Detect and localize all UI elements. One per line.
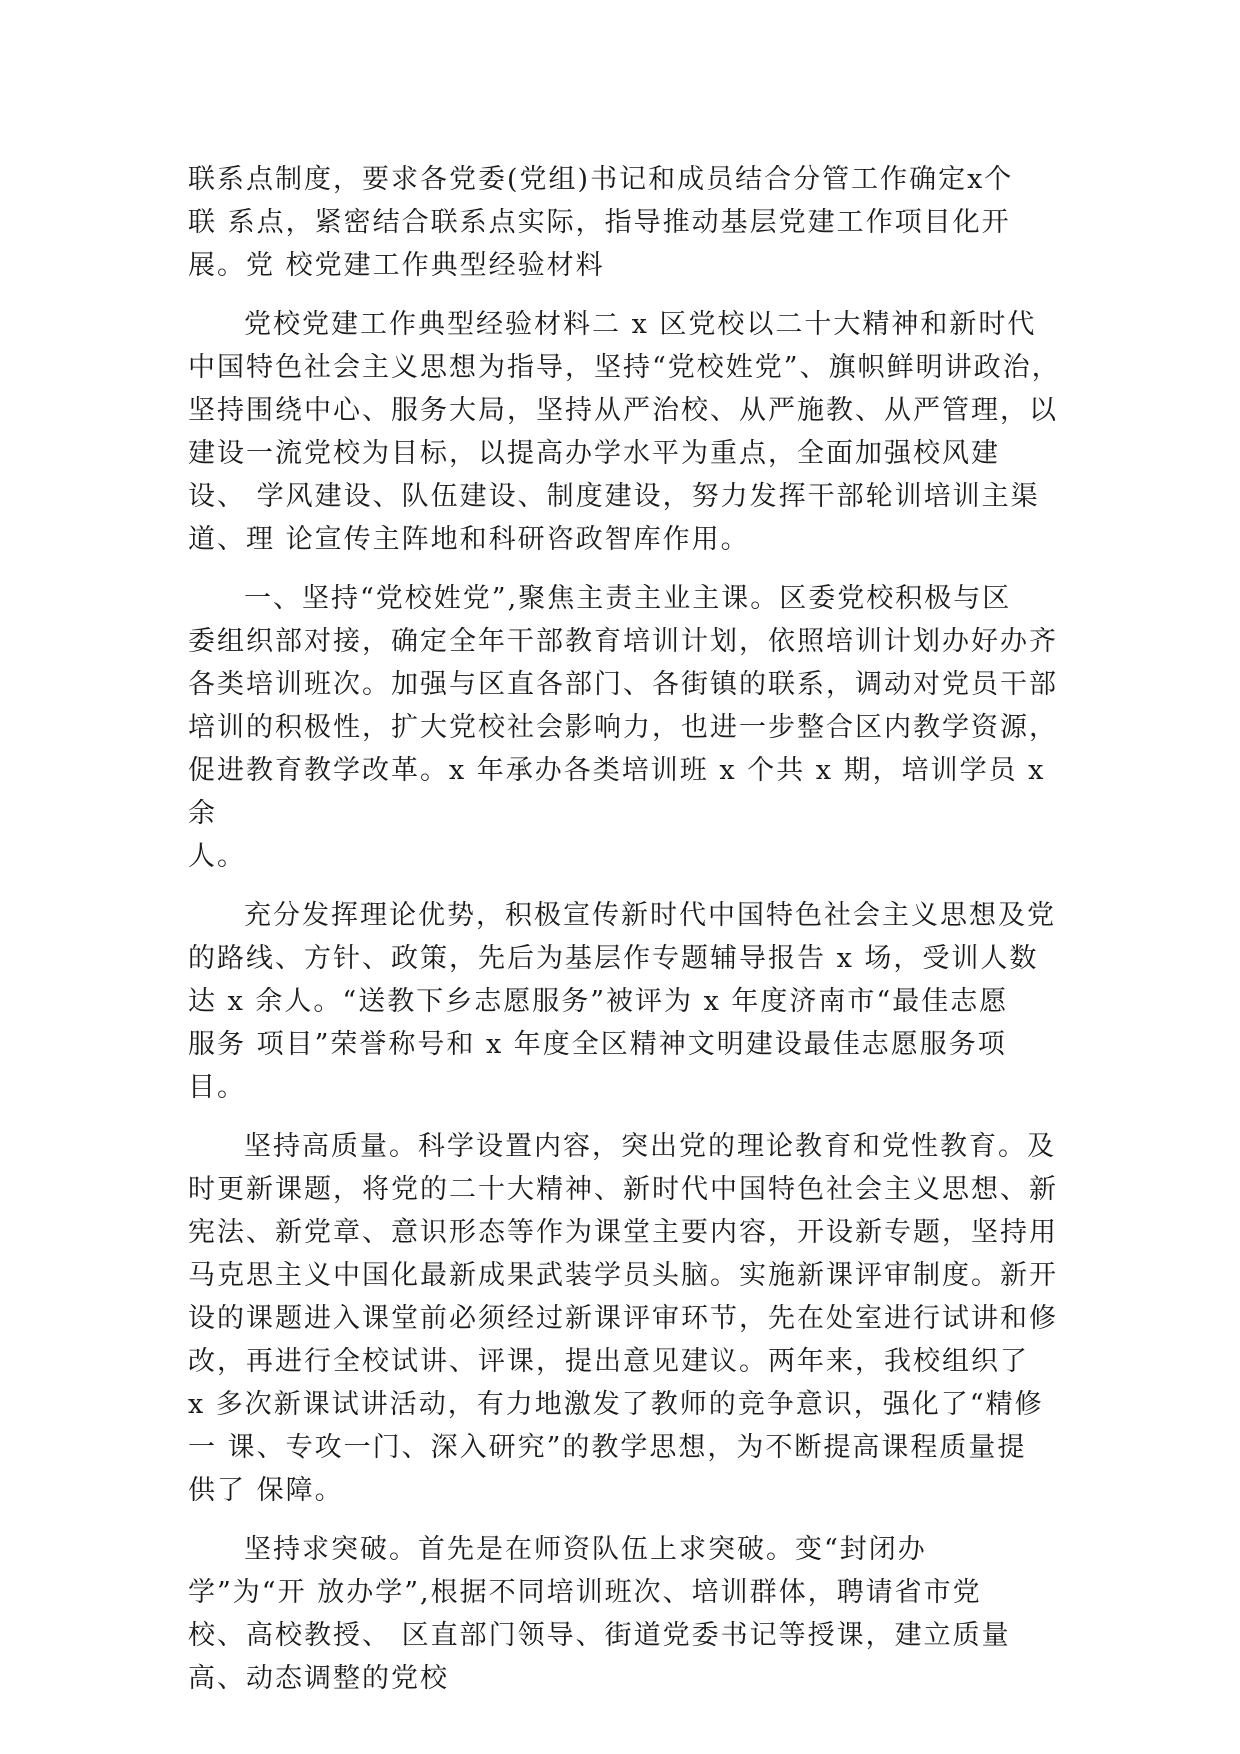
text-line: 校、高校教授、 区直部门领导、街道党委书记等授课，建立质量 [188,1620,1011,1651]
text-line: 各类培训班次。加强与区直各部门、各街镇的联系，调动对党员干部 [188,669,1058,700]
text-line: 的路线、方针、政策，先后为基层作专题辅导报告 x 场，受训人数 [188,943,1039,974]
text-line: 展。党 校党建工作典型经验材料 [188,250,605,281]
text-line: 道、理 论宣传主阵地和科研咨政智库作用。 [188,524,750,555]
text-line: 培训的积极性，扩大党校社会影响力，也进一步整合区内教学资源， [188,712,1058,743]
paragraph-3 [188,577,1068,878]
text-line: 学”为“开 放办学”,根据不同培训班次、培训群体，聘请省市党 [188,1577,982,1608]
text-line: 充分发挥理论优势，积极宣传新时代中国特色社会主义思想及党 [244,900,1056,931]
paragraph-5 [188,1125,1068,1512]
text-line: 坚持高质量。科学设置内容，突出党的理论教育和党性教育。及 [244,1131,1056,1162]
text-line: 中国特色社会主义思想为指导，坚持“党校姓党”、旗帜鲜明讲政治， [188,352,1061,383]
text-line: 坚持围绕中心、服务大局，坚持从严治校、从严施教、从严管理，以 [188,395,1058,426]
text-line: 余 [188,798,217,829]
text-line: 目。 [188,1072,246,1103]
text-line: 人。 [188,841,246,872]
text-line: 党校党建工作典型经验材料二 x 区党校以二十大精神和新时代 [244,309,1037,340]
text-line: 一 课、专攻一门、深入研究”的教学思想，为不断提高课程质量提 [188,1432,1027,1463]
text-line: 联系点制度，要求各党委(党组)书记和成员结合分管工作确定x个 [188,164,1014,195]
document-body [188,158,1068,1716]
text-line: 马克思主义中国化最新成果武装学员头脑。实施新课评审制度。新开 [188,1260,1058,1291]
paragraph-6 [188,1528,1068,1700]
text-line: 服务 项目”荣誉称号和 x 年度全区精神文明建设最佳志愿服务项 [188,1029,1007,1060]
text-line: 设、 学风建设、队伍建设、制度建设，努力发挥干部轮训培训主渠 [188,481,1040,512]
text-line: 联 系点，紧密结合联系点实际，指导推动基层党建工作项目化开 [188,207,1011,238]
text-line: 促进教育教学改革。x 年承办各类培训班 x 个共 x 期，培训学员 x [188,755,1046,786]
text-line: 一、坚持“党校姓党”,聚焦主责主业主课。区委党校积极与区 [244,583,1012,614]
text-line: 供了 保障。 [188,1475,344,1506]
paragraph-2 [188,303,1068,561]
text-line: 改，再进行全校试讲、评课，提出意见建议。两年来，我校组织了 [188,1346,1029,1377]
text-line: 高、动态调整的党校 [188,1663,449,1694]
text-line: 坚持求突破。首先是在师资队伍上求突破。变“封闭办 [244,1534,927,1565]
text-line: 宪法、新党章、意识形态等作为课堂主要内容，开设新专题，坚持用 [188,1217,1058,1248]
text-line: 达 x 余人。“送教下乡志愿服务”被评为 x 年度济南市“最佳志愿 [188,986,1009,1017]
paragraph-1 [188,158,1068,287]
text-line: 委组织部对接，确定全年干部教育培训计划，依照培训计划办好办齐 [188,626,1058,657]
text-line: x 多次新课试讲活动，有力地激发了教师的竞争意识，强化了“精修 [188,1389,1044,1420]
text-line: 建设一流党校为目标，以提高办学水平为重点，全面加强校风建 [188,438,1000,469]
text-line: 时更新课题，将党的二十大精神、新时代中国特色社会主义思想、新 [188,1174,1058,1205]
text-line: 设的课题进入课堂前必须经过新课评审环节，先在处室进行试讲和修 [188,1303,1058,1334]
paragraph-4 [188,894,1068,1109]
